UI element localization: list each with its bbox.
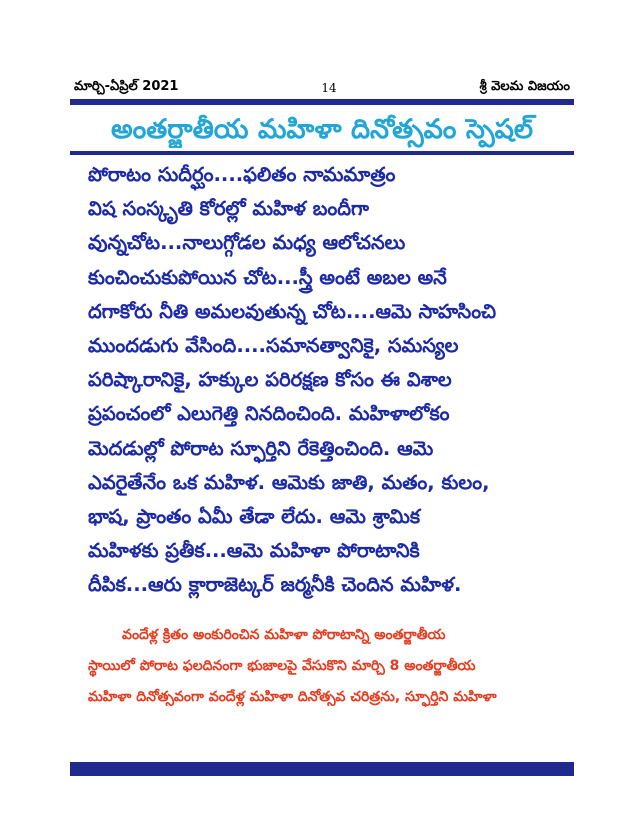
body-line: భాష, ప్రాంతం ఏమీ తేడా లేదు. ఆమె శ్రామిక [88,505,421,529]
page-number: 14 [321,81,337,95]
body-line: కుంచించుకుపోయిన చోట...స్త్రీ అంటే అబల అనే [88,265,447,289]
body-line: విష సంస్కృతి కోరల్లో మహిళ బందీగా [88,197,369,221]
body-line: ముందడుగు వేసింది....సమానత్వానికై, సమస్యల [88,334,459,358]
body-line: ఎవరైతేనేం ఒక మహిళ. ఆమెకు జాతి, మతం, కులం, [88,470,490,494]
highlight-paragraph [88,620,574,713]
highlight-line: మహిళా దినోత్సవంగా వందేళ్ల మహిళా దినోత్సవ చరిత్రను, స్ఫూర్తిని మహిళా [88,689,497,705]
body-line: వున్నచోట...నాలుగ్గోడల మధ్య ఆలోచనలు [88,231,406,255]
header-rule [70,99,574,105]
body-line: ప్రపంచంలో ఎలుగెత్తి నినదించింది. మహిళాలోకం [88,402,450,426]
article-body [88,158,574,603]
page-title: అంతర్జాతీయ మహిళా దినోత్సవం స్పెషల్ [111,114,533,145]
issue-date: మార్చి-ఏప్రిల్ 2021 [74,79,179,94]
body-line: పోరాటం సుదీర్ఘం....ఫలితం నామమాత్రం [88,163,396,186]
body-line: దగాకోరు నీతి అమలవుతున్న చోట....ఆమె సాహసించి [88,299,497,323]
page-header [70,77,574,99]
highlight-line: వందేళ్ల క్రితం అంకురించిన మహిళా పోరాటాన్ని అంతర్జాతీయ [122,627,446,643]
footer-bar [70,762,574,776]
body-line: దీపిక...ఆరు క్లారాజెట్కర్ జర్మనీకి చెందిన మహిళ. [88,573,462,597]
body-line: పరిష్కారానికై, హక్కుల పరిరక్షణ కోసం ఈ విశాల [88,368,452,392]
title-rule [70,151,574,155]
magazine-name: శ్రీ వెలమ విజయం [479,79,570,94]
body-line: మహిళకు ప్రతీక...ఆమె మహిళా పోరాటానికి [88,539,420,563]
body-line: మెదడుల్లో పోరాట స్ఫూర్తిని రేకెత్తించింది. ఆమె [88,436,434,460]
highlight-line: స్థాయిలో పోరాట ఫలదినంగా భుజాలపై వేసుకొని మార్చి 8 అంతర్జాతీయ [88,658,476,674]
